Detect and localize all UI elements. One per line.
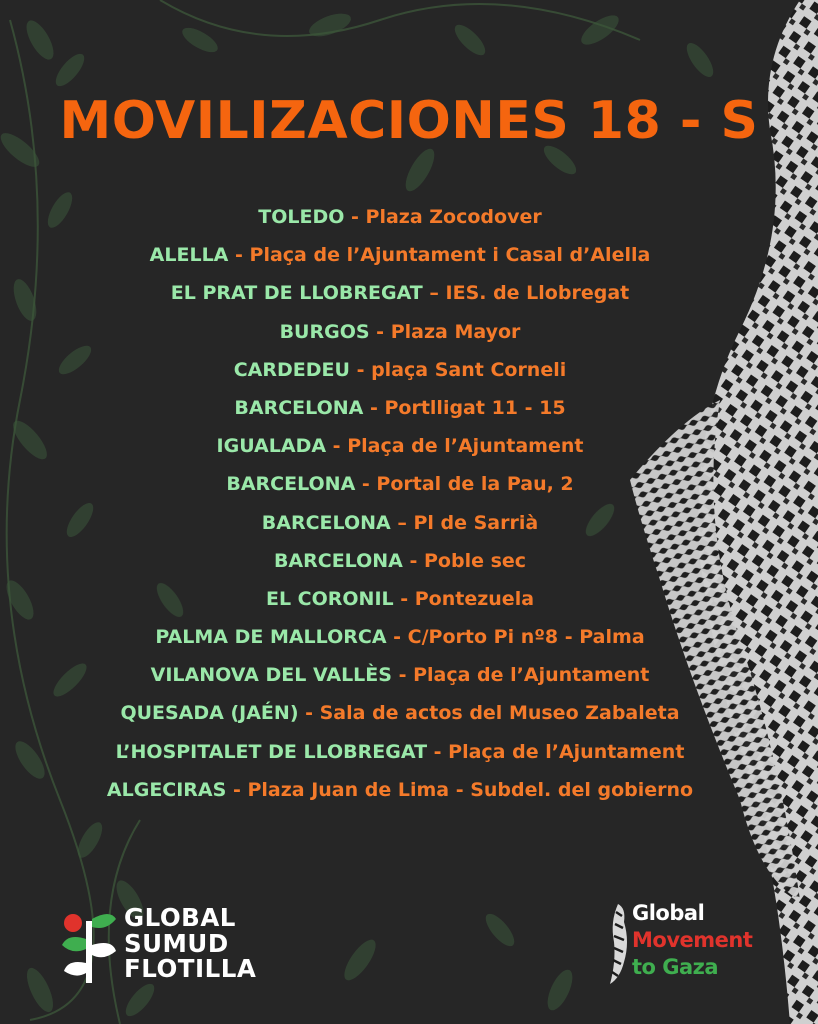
separator: - bbox=[393, 587, 415, 610]
city-name: BARCELONA bbox=[261, 511, 391, 534]
list-item bbox=[60, 507, 740, 545]
list-item bbox=[60, 277, 740, 315]
place-name: Sala de actos del Museo Zabaleta bbox=[319, 702, 680, 725]
separator: - bbox=[326, 435, 348, 458]
list-item bbox=[60, 621, 740, 659]
city-name: EL PRAT DE LLOBREGAT bbox=[170, 282, 423, 305]
list-item bbox=[60, 201, 740, 239]
place-name: Plaza Juan de Lima - Subdel. del gobierno bbox=[247, 778, 694, 801]
place-name: Portal de la Pau, 2 bbox=[376, 473, 574, 496]
logo-line: SUMUD bbox=[124, 928, 229, 958]
place-name: Pl de Sarrià bbox=[413, 511, 539, 534]
city-name: ALGECIRAS bbox=[106, 778, 227, 801]
separator: - bbox=[386, 626, 408, 649]
global-sumud-flotilla-logo bbox=[60, 905, 300, 987]
place-name: Plaça de l’Ajuntament bbox=[413, 664, 650, 687]
separator: - bbox=[298, 702, 320, 725]
logo-line: to Gaza bbox=[632, 955, 719, 979]
list-item bbox=[60, 239, 740, 277]
place-name: Plaza Mayor bbox=[390, 320, 521, 343]
place-name: C/Porto Pi nº8 - Palma bbox=[407, 626, 645, 649]
global-movement-to-gaza-logo bbox=[604, 900, 754, 990]
city-name: BARCELONA bbox=[273, 549, 403, 572]
city-name: L’HOSPITALET DE LLOBREGAT bbox=[115, 740, 428, 763]
list-item bbox=[60, 354, 740, 392]
separator: - bbox=[391, 664, 414, 687]
city-name: PALMA DE MALLORCA bbox=[155, 626, 387, 649]
separator: - bbox=[363, 396, 385, 419]
place-name: Poble sec bbox=[424, 549, 527, 572]
location-list bbox=[60, 201, 740, 812]
list-item bbox=[60, 392, 740, 430]
list-item bbox=[60, 659, 740, 697]
keffiyeh-icon bbox=[604, 902, 630, 986]
separator: - bbox=[355, 473, 377, 496]
separator: – bbox=[390, 511, 414, 534]
list-item bbox=[60, 468, 740, 506]
list-item bbox=[60, 545, 740, 583]
place-name: Pontezuela bbox=[414, 587, 535, 610]
city-name: ALELLA bbox=[149, 244, 229, 267]
city-name: EL CORONIL bbox=[265, 587, 394, 610]
city-name: BURGOS bbox=[279, 320, 370, 343]
list-item bbox=[60, 316, 740, 354]
list-item bbox=[60, 583, 740, 621]
flotilla-wordmark bbox=[124, 905, 256, 982]
list-item bbox=[60, 430, 740, 468]
place-name: Portlligat 11 - 15 bbox=[384, 396, 566, 419]
logo-line: Movement bbox=[632, 928, 753, 952]
separator: - bbox=[349, 358, 372, 381]
separator: - bbox=[427, 740, 449, 763]
flotilla-sprout-icon bbox=[60, 909, 118, 985]
city-name: QUESADA (JAÉN) bbox=[120, 702, 299, 725]
city-name: BARCELONA bbox=[226, 473, 356, 496]
city-name: TOLEDO bbox=[258, 206, 345, 228]
place-name: IES. de Llobregat bbox=[445, 282, 630, 305]
separator: - bbox=[228, 244, 250, 267]
place-name: Plaça de l’Ajuntament bbox=[347, 435, 584, 458]
list-item bbox=[60, 697, 740, 735]
separator: - bbox=[402, 549, 424, 572]
separator: – bbox=[422, 282, 446, 305]
separator: - bbox=[369, 320, 391, 343]
logo-line: FLOTILLA bbox=[124, 954, 257, 983]
page-title: MOVILIZACIONES 18 - S bbox=[59, 91, 759, 151]
logo-line: GLOBAL bbox=[124, 903, 236, 932]
list-item bbox=[60, 736, 740, 774]
city-name: IGUALADA bbox=[216, 435, 327, 458]
gmg-wordmark bbox=[632, 900, 752, 981]
list-item bbox=[60, 774, 740, 812]
place-name: Plaza Zocodover bbox=[365, 206, 542, 228]
logo-line: Global bbox=[632, 901, 705, 925]
city-name: BARCELONA bbox=[234, 396, 364, 419]
city-name: CARDEDEU bbox=[233, 358, 350, 381]
place-name: Plaça de l’Ajuntament i Casal d’Alella bbox=[249, 244, 651, 267]
place-name: Plaça de l’Ajuntament bbox=[448, 740, 685, 763]
city-name: VILANOVA DEL VALLÈS bbox=[150, 664, 392, 687]
separator: - bbox=[226, 778, 248, 801]
separator: - bbox=[344, 206, 366, 228]
place-name: plaça Sant Corneli bbox=[371, 358, 567, 381]
